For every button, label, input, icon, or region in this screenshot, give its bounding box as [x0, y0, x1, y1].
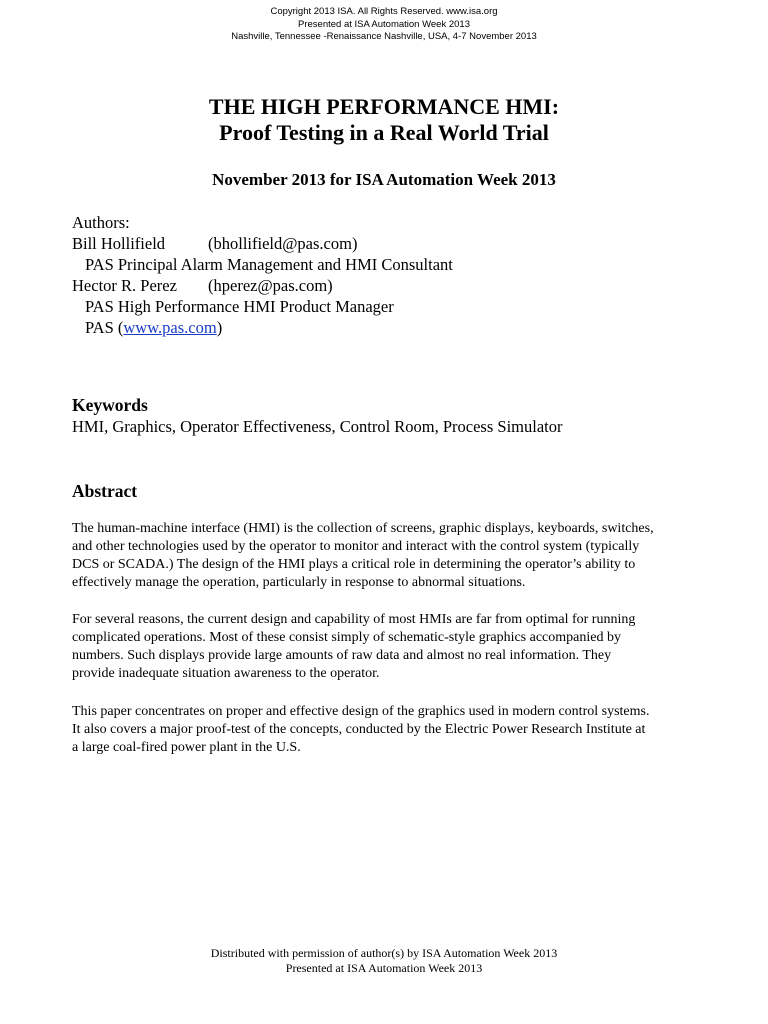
page-header [0, 6, 768, 44]
title-line-1: THE HIGH PERFORMANCE HMI: [208, 94, 560, 119]
title-line-2: Proof Testing in a Real World Trial [219, 120, 549, 145]
author-1-name: Bill Hollifield [72, 234, 166, 253]
author-2-email: (hperez@pas.com) [208, 276, 333, 295]
author-1-line [72, 233, 712, 254]
footer-presented-line: Presented at ISA Automation Week 2013 [285, 961, 483, 975]
authors-block [72, 212, 712, 338]
paragraph-line: numbers. Such displays provide large amounts of raw data and almost no real information. They [72, 648, 612, 663]
footer-distribution-line: Distributed with permission of author(s) by ISA Automation Week 2013 [210, 946, 558, 960]
author-2-name: Hector R. Perez [72, 276, 177, 295]
paragraph-line: This paper concentrates on proper and effective design of the graphics used in modern control systems. [72, 704, 650, 719]
paragraph-line: It also covers a major proof-test of the concepts, conducted by the Electric Power Research Institute at [72, 722, 646, 737]
abstract-paragraph-3 [72, 703, 702, 757]
org-prefix: PAS ( [85, 318, 124, 337]
org-suffix: ) [216, 318, 223, 337]
author-2-line [72, 275, 712, 296]
paragraph-line: provide inadequate situation awareness to the operator. [72, 666, 380, 681]
paragraph-line: For several reasons, the current design and capability of most HMIs are far from optimal for running [72, 612, 636, 627]
keywords-text: HMI, Graphics, Operator Effectiveness, Control Room, Process Simulator [72, 417, 563, 436]
venue-line: Nashville, Tennessee -Renaissance Nashville, USA, 4-7 November 2013 [231, 31, 537, 42]
organization-line [72, 317, 712, 338]
author-1-email: (bhollifield@pas.com) [208, 234, 358, 253]
abstract-paragraph-2 [72, 611, 702, 683]
keywords-heading: Keywords [72, 395, 148, 415]
paragraph-line: and other technologies used by the operator to monitor and interact with the control system (typically [72, 539, 640, 554]
paragraph-line: DCS or SCADA.) The design of the HMI plays a critical role in determining the operator’s ability to [72, 557, 636, 572]
paper-title [0, 94, 768, 146]
abstract-paragraph-1 [72, 520, 702, 592]
page-footer [0, 946, 768, 976]
paragraph-line: The human-machine interface (HMI) is the collection of screens, graphic displays, keyboards, switches, [72, 521, 654, 536]
author-2-role: PAS High Performance HMI Product Manager [85, 297, 394, 316]
abstract-heading: Abstract [72, 481, 138, 501]
paragraph-line: a large coal-fired power plant in the U.S. [72, 740, 301, 755]
org-website-link[interactable]: www.pas.com [123, 318, 217, 337]
paragraph-line: complicated operations. Most of these consist simply of schematic-style graphics accompanied by [72, 630, 621, 645]
presented-line: Presented at ISA Automation Week 2013 [298, 18, 470, 30]
paper-subtitle: November 2013 for ISA Automation Week 2013 [212, 170, 556, 189]
copyright-line: Copyright 2013 ISA. All Rights Reserved. www.isa.org [270, 6, 498, 17]
authors-label: Authors: [72, 213, 130, 232]
author-1-role: PAS Principal Alarm Management and HMI Consultant [85, 255, 453, 274]
paragraph-line: effectively manage the operation, particularly in response to abnormal situations. [72, 575, 526, 590]
